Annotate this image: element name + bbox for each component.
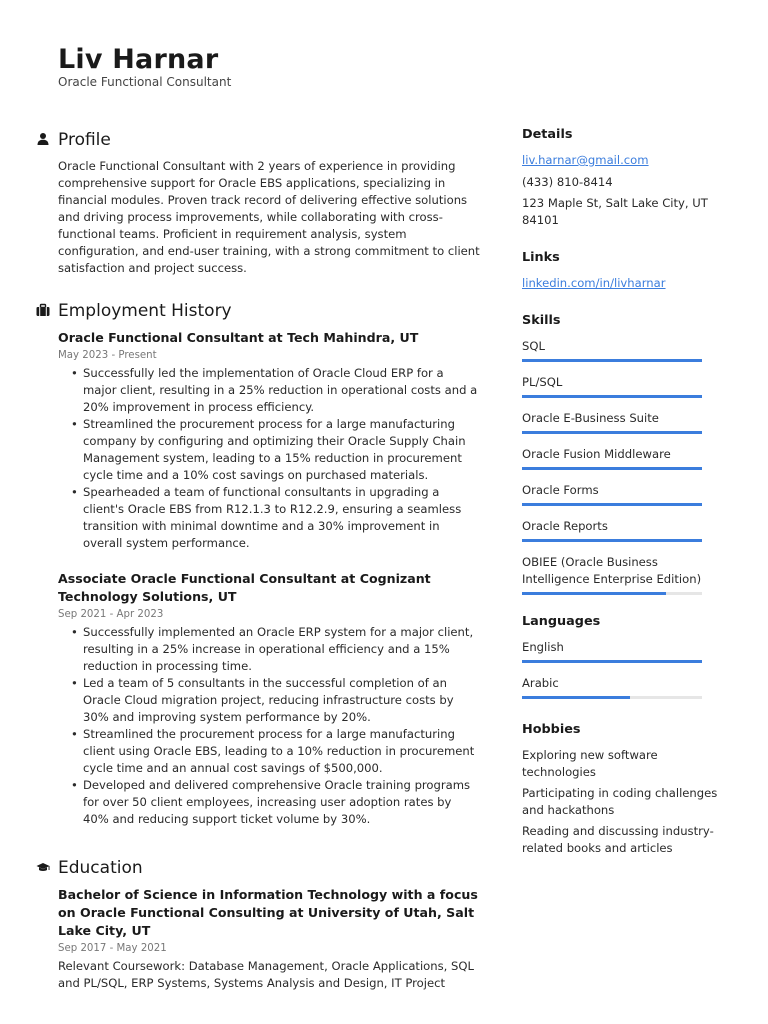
- language-item: [522, 639, 722, 663]
- skill-name: PL/SQL: [522, 375, 563, 389]
- skill-name: Oracle Forms: [522, 483, 599, 497]
- skill-level-fill: [522, 503, 702, 506]
- skill-item: [522, 518, 722, 542]
- skill-name: OBIEE (Oracle Business Intelligence Enterprise Edition): [522, 555, 702, 586]
- candidate-name: Liv Harnar: [58, 44, 219, 75]
- skill-level-fill: [522, 467, 702, 470]
- skill-level-bar: [522, 395, 702, 398]
- sidebar-column: [522, 126, 722, 877]
- skill-level-fill: [522, 431, 702, 434]
- job-bullet: • Successfully led the implementation of Oracle Cloud ERP for a major client, resulting in a 25% reduction in operational costs and a 20% improvement in process efficiency.: [83, 365, 480, 416]
- briefcase-icon: [36, 303, 50, 317]
- main-column: [58, 128, 480, 992]
- employment-section: [58, 299, 480, 828]
- job-bullets: [58, 365, 480, 552]
- profile-header: [58, 128, 480, 152]
- job-bullet: • Led a team of 5 consultants in the successful completion of an Oracle Cloud migration project, reducing infrastructure costs by 30% and improving system performance by 20%.: [83, 675, 480, 726]
- hobby-item: Reading and discussing industry-related books and articles: [522, 824, 714, 855]
- profile-heading: Profile: [58, 130, 111, 150]
- language-name: English: [522, 640, 564, 654]
- degree-title: Bachelor of Science in Information Technology with a focus on Oracle Functional Consulting at University of Utah, Salt Lake City, UT: [58, 887, 478, 938]
- education-heading: Education: [58, 858, 143, 878]
- skill-level-fill: [522, 592, 666, 595]
- job-bullet: • Developed and delivered comprehensive Oracle training programs for over 50 client employees, increasing user adoption rates by 40% and reducing support ticket volume by 30%.: [83, 777, 480, 828]
- skill-level-bar: [522, 467, 702, 470]
- job-entry: [58, 329, 480, 552]
- phone-number: (433) 810-8414: [522, 175, 613, 189]
- skill-item: [522, 374, 722, 398]
- job-bullet: • Spearheaded a team of functional consultants in upgrading a client's Oracle EBS from R12.1.3 to R12.2.9, ensuring a seamless transition with minimal downtime and a 30% improvement in overall system performance.: [83, 484, 480, 552]
- job-dates: Sep 2021 - Apr 2023: [58, 609, 164, 620]
- profile-summary: Oracle Functional Consultant with 2 years of experience in providing comprehensive support for Oracle EBS applications, specializing in financial modules. Proven track record of delivering effective solutions and driving process improvements, while collaborating with cross-functional teams. Proficient in requirement analysis, system configuration, and end-user training, with a strong commitment to client satisfaction and project success.: [58, 159, 480, 275]
- details-heading: Details: [522, 127, 573, 142]
- language-item: [522, 675, 722, 699]
- profile-section: [58, 128, 480, 277]
- education-header: [58, 856, 480, 880]
- skill-item: [522, 338, 722, 362]
- candidate-title: Oracle Functional Consultant: [58, 75, 232, 89]
- skill-level-bar: [522, 503, 702, 506]
- skill-level-bar: [522, 592, 702, 595]
- job-bullets: [58, 624, 480, 828]
- job-title: Associate Oracle Functional Consultant at Cognizant Technology Solutions, UT: [58, 571, 431, 604]
- skill-level-fill: [522, 539, 702, 542]
- employment-header: [58, 299, 480, 323]
- skill-name: Oracle Reports: [522, 519, 608, 533]
- job-bullet: • Streamlined the procurement process for a large manufacturing client using Oracle EBS, leading to a 10% reduction in procurement cycle time and an annual cost savings of $500,000.: [83, 726, 480, 777]
- skill-name: Oracle Fusion Middleware: [522, 447, 671, 461]
- language-level-fill: [522, 696, 630, 699]
- skill-item: [522, 446, 722, 470]
- job-bullet: • Streamlined the procurement process for a large manufacturing company by configuring and optimizing their Oracle Supply Chain Management system, leading to a 15% reduction in procurement cycle time and a 10% cost savings on purchased materials.: [83, 416, 480, 484]
- language-level-fill: [522, 660, 702, 663]
- languages-list: [522, 639, 722, 699]
- employment-heading: Employment History: [58, 301, 232, 321]
- skill-level-fill: [522, 395, 702, 398]
- email-link[interactable]: liv.harnar@gmail.com: [522, 153, 649, 167]
- links-section: [522, 249, 722, 292]
- education-dates: Sep 2017 - May 2021: [58, 943, 167, 954]
- graduation-cap-icon: [36, 860, 50, 874]
- job-entry: [58, 570, 480, 828]
- hobbies-heading: Hobbies: [522, 722, 581, 737]
- skill-item: [522, 482, 722, 506]
- links-heading: Links: [522, 250, 560, 265]
- person-icon: [36, 132, 50, 146]
- coursework: Relevant Coursework: Database Management, Oracle Applications, SQL and PL/SQL, ERP Systems, Systems Analysis and Design, IT Project: [58, 959, 474, 990]
- linkedin-link[interactable]: linkedin.com/in/livharnar: [522, 276, 666, 290]
- address: 123 Maple St, Salt Lake City, UT 84101: [522, 196, 708, 227]
- languages-heading: Languages: [522, 614, 601, 629]
- hobby-item: Participating in coding challenges and hackathons: [522, 786, 718, 817]
- skill-level-bar: [522, 359, 702, 362]
- skill-item: [522, 554, 722, 595]
- language-name: Arabic: [522, 676, 559, 690]
- skill-level-bar: [522, 539, 702, 542]
- skill-item: [522, 410, 722, 434]
- skill-name: SQL: [522, 339, 545, 353]
- skill-level-bar: [522, 431, 702, 434]
- job-bullet: • Successfully implemented an Oracle ERP system for a major client, resulting in a 25% increase in operational efficiency and a 15% reduction in processing time.: [83, 624, 480, 675]
- language-level-bar: [522, 660, 702, 663]
- languages-section: [522, 613, 722, 699]
- skill-level-fill: [522, 359, 702, 362]
- education-section: [58, 856, 480, 992]
- hobby-item: Exploring new software technologies: [522, 748, 658, 779]
- job-title: Oracle Functional Consultant at Tech Mahindra, UT: [58, 330, 419, 345]
- language-level-bar: [522, 696, 702, 699]
- job-dates: May 2023 - Present: [58, 350, 157, 361]
- skills-list: [522, 338, 722, 595]
- skill-name: Oracle E-Business Suite: [522, 411, 659, 425]
- skills-section: [522, 312, 722, 595]
- details-section: [522, 126, 722, 229]
- hobbies-section: [522, 721, 722, 857]
- skills-heading: Skills: [522, 313, 561, 328]
